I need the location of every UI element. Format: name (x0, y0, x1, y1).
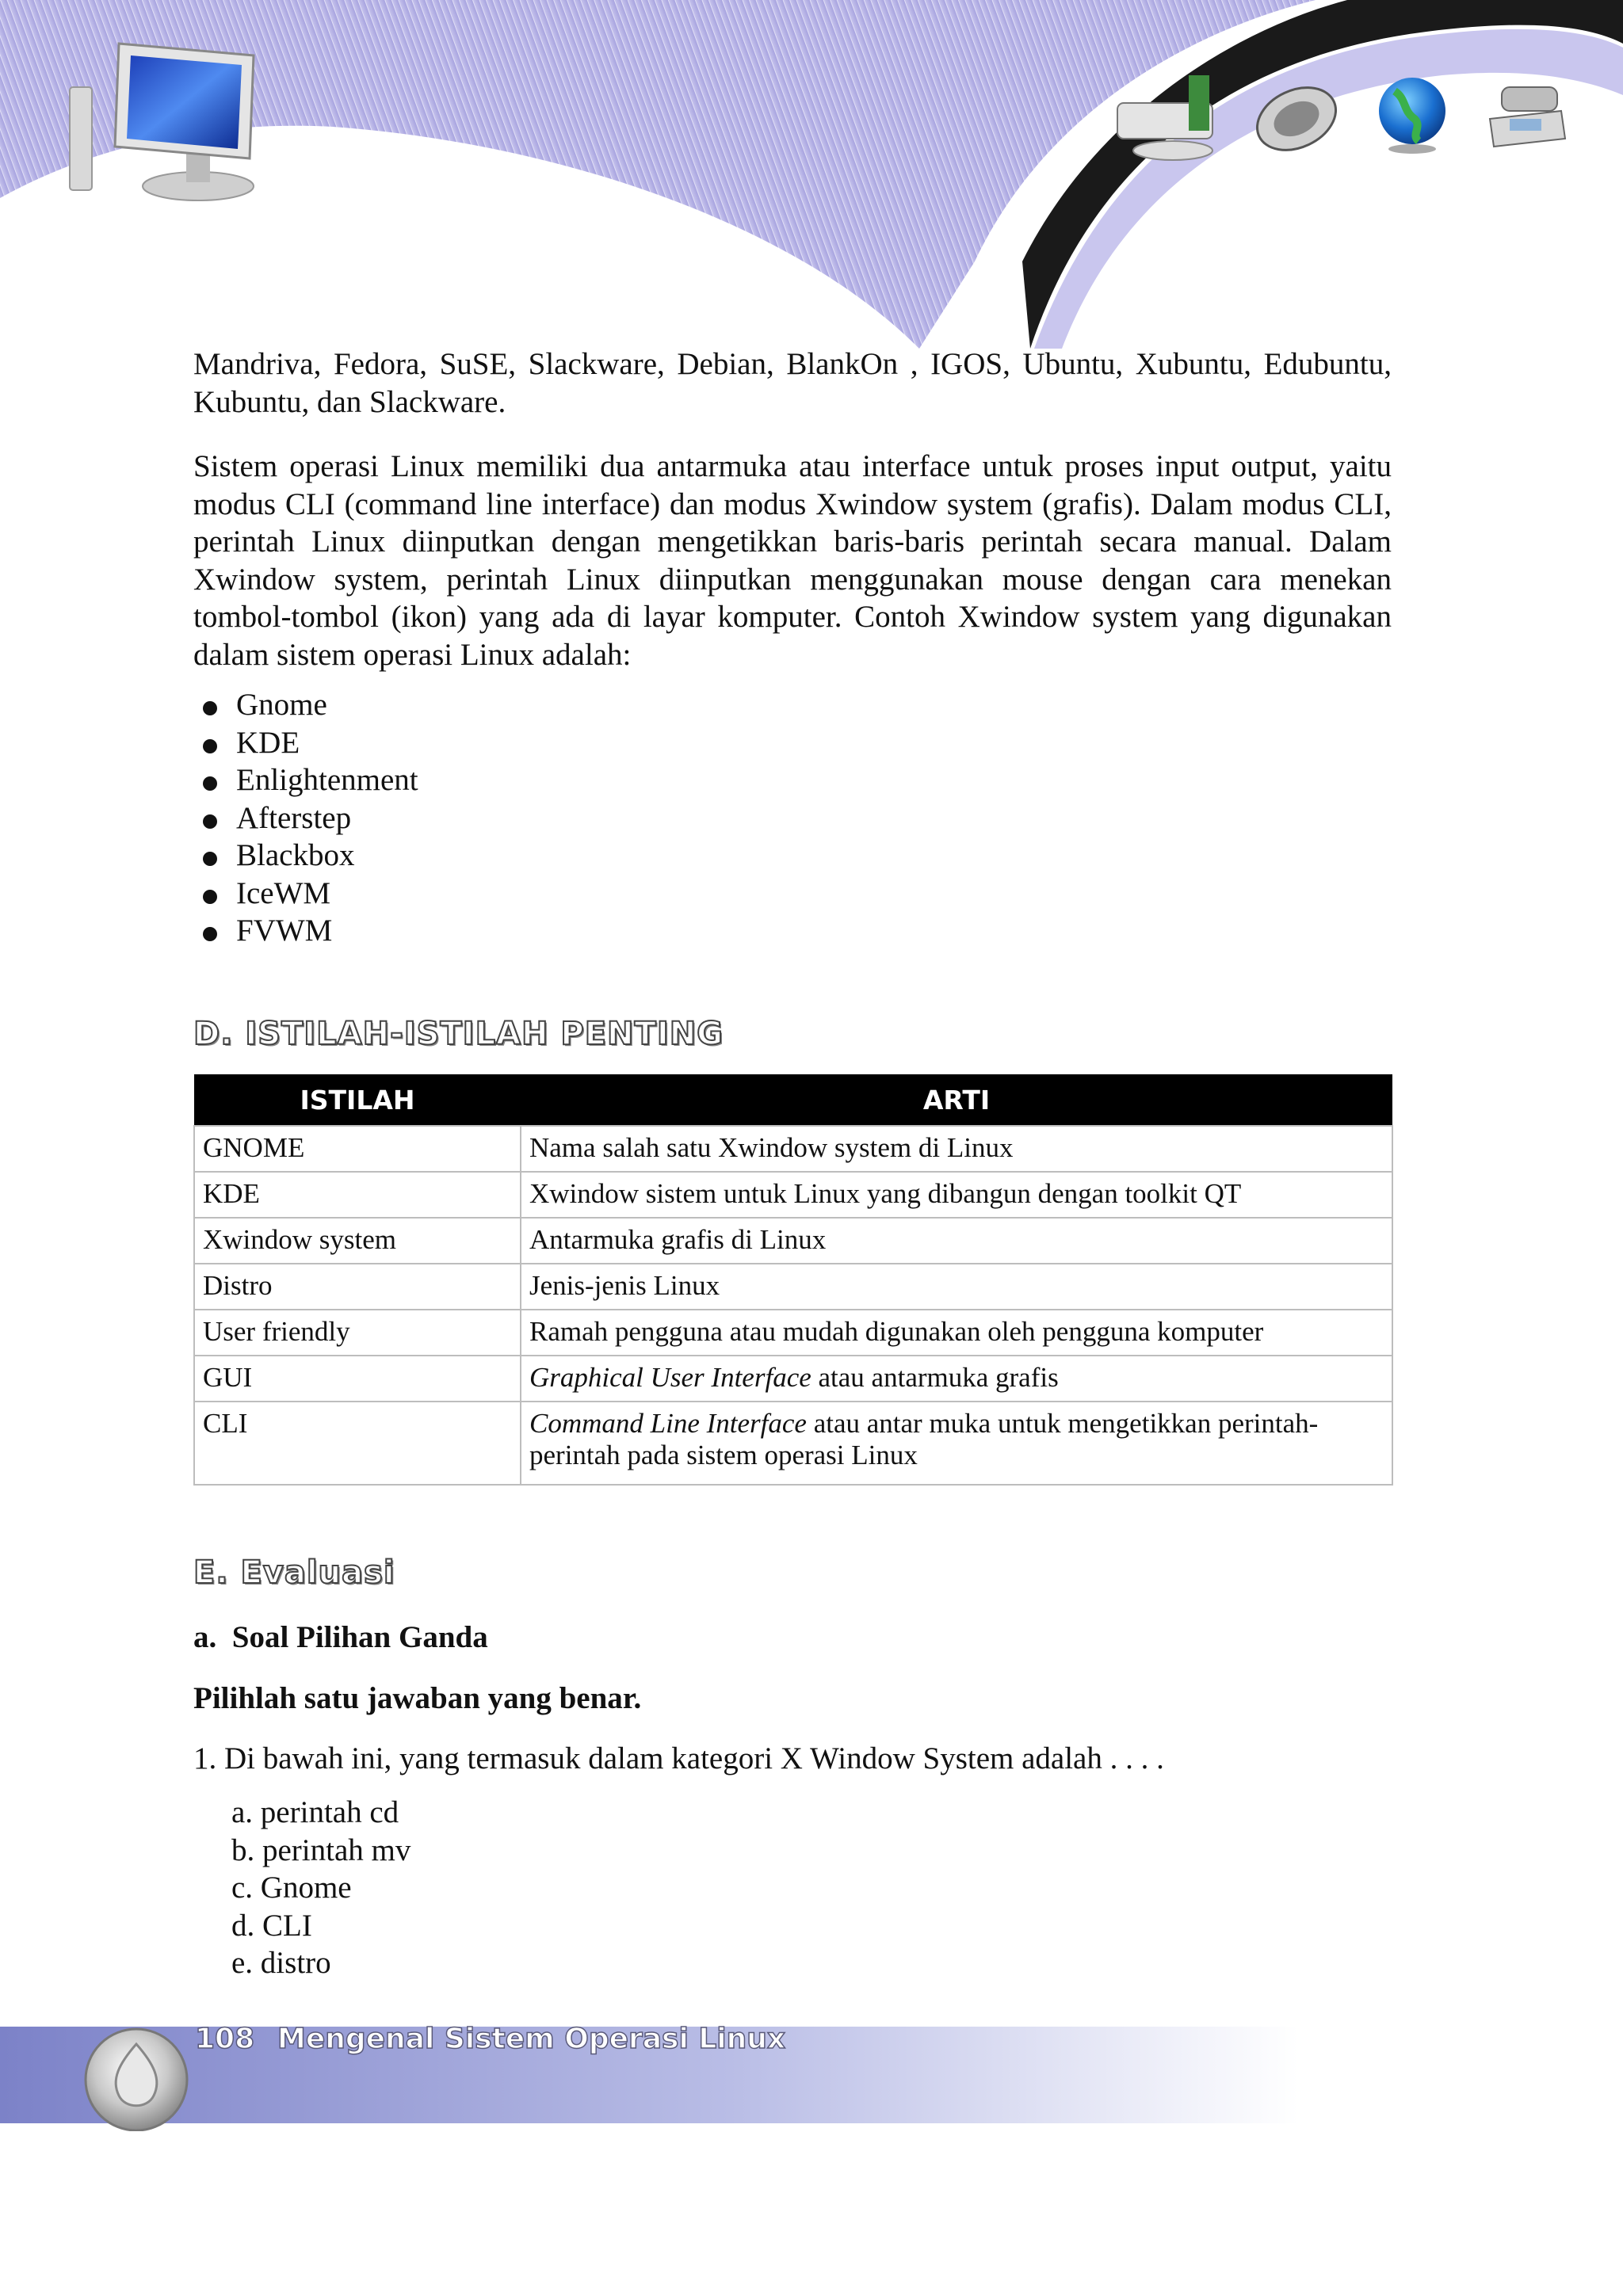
page-number: 108 (195, 2023, 255, 2055)
list-item: Gnome (193, 686, 418, 724)
term-cell: GNOME (194, 1126, 521, 1172)
interface-paragraph: Sistem operasi Linux memiliki dua antarmuka atau interface untuk proses input output, yaitu modus CLI (command line interface) dan modus Xwindow system (grafis). Dalam modus CLI, perintah Linux diinputkan dengan mengetikkan baris-baris perintah secara manual. Dalam Xwindow system, perintah Linux diinputkan menggunakan mouse dengan cara menekan tombol-tombol (ikon) yang ada di layar komputer. Contoh Xwindow system yang digunakan dalam sistem operasi Linux adalah: (193, 449, 1392, 672)
table-header-term: ISTILAH (194, 1074, 521, 1126)
table-row (194, 1172, 1392, 1218)
term-cell: Xwindow system (194, 1218, 521, 1264)
answer-option: a. perintah cd (231, 1795, 399, 1829)
meaning-cell (521, 1402, 1392, 1485)
meaning-cell: Xwindow sistem untuk Linux yang dibangun dengan toolkit QT (521, 1172, 1392, 1218)
answer-option: e. distro (231, 1946, 331, 1980)
globe-icon (1379, 78, 1445, 154)
meaning-text: atau antar muka untuk mengetikkan perintah-perintah pada sistem operasi Linux (529, 1408, 1319, 1470)
table-row (194, 1402, 1392, 1485)
table-row (194, 1126, 1392, 1172)
book-title: Mengenal Sistem Operasi Linux (277, 2023, 786, 2055)
list-item: Afterstep (193, 799, 418, 837)
answer-option: b. perintah mv (231, 1833, 411, 1867)
term-cell: User friendly (194, 1310, 521, 1356)
section-e-heading: E. Evaluasi (193, 1554, 395, 1591)
list-item: Enlightenment (193, 761, 418, 799)
meaning-text: atau antarmuka grafis (811, 1362, 1059, 1393)
answer-option: d. CLI (231, 1908, 312, 1943)
meaning-cell: Nama salah satu Xwindow system di Linux (521, 1126, 1392, 1172)
table-row (194, 1356, 1392, 1402)
list-item: KDE (193, 724, 418, 762)
meaning-italic: Graphical User Interface (529, 1362, 812, 1393)
term-cell: GUI (194, 1356, 521, 1402)
meaning-cell (521, 1356, 1392, 1402)
table-header-meaning: ARTI (521, 1074, 1392, 1126)
question-1: 1. Di bawah ini, yang termasuk dalam kategori X Window System adalah . . . . (193, 1741, 1164, 1775)
telephone-icon (1490, 87, 1565, 147)
section-d-heading: D. ISTILAH-ISTILAH PENTING (193, 1016, 724, 1052)
multiple-choice-heading: a. Soal Pilihan Ganda (193, 1620, 488, 1654)
meaning-cell: Ramah pengguna atau mudah digunakan oleh pengguna komputer (521, 1310, 1392, 1356)
term-cell: Distro (194, 1264, 521, 1310)
meaning-cell: Antarmuka grafis di Linux (521, 1218, 1392, 1264)
term-cell: KDE (194, 1172, 521, 1218)
header-banner (0, 0, 1623, 349)
cd-disc-icon (86, 2029, 187, 2130)
meaning-italic: Command Line Interface (529, 1408, 807, 1439)
answer-options (231, 1794, 411, 1982)
instruction-text: Pilihlah satu jawaban yang benar. (193, 1681, 642, 1715)
term-cell: CLI (194, 1402, 521, 1485)
answer-option: c. Gnome (231, 1871, 352, 1905)
intro-paragraph: Mandriva, Fedora, SuSE, Slackware, Debian, BlankOn , IGOS, Ubuntu, Xubuntu, Edubuntu, Kubuntu, dan Slackware. (193, 347, 1392, 419)
xwindow-list (193, 686, 418, 950)
table-row (194, 1310, 1392, 1356)
list-item: IceWM (193, 875, 418, 913)
table-row (194, 1264, 1392, 1310)
list-item: Blackbox (193, 837, 418, 875)
table-row (194, 1218, 1392, 1264)
meaning-cell: Jenis-jenis Linux (521, 1264, 1392, 1310)
list-item: FVWM (193, 912, 418, 950)
terms-table (193, 1074, 1393, 1486)
